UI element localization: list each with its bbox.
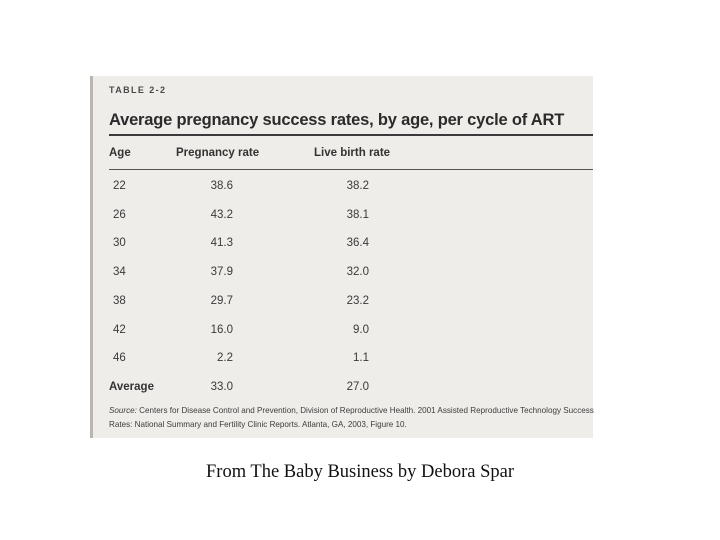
table-row <box>93 180 593 194</box>
age-cell: 38 <box>113 294 126 307</box>
pregnancy-rate-cell: 29.7 <box>210 294 233 307</box>
pregnancy-rate-cell: 2.2 <box>217 352 233 365</box>
pregnancy-rate-cell: 16.0 <box>210 323 233 336</box>
pregnancy-rate-cell: 37.9 <box>210 266 233 279</box>
age-cell: 22 <box>113 180 126 192</box>
average-label: Average <box>109 380 154 393</box>
table-label: TABLE 2-2 <box>109 85 167 95</box>
live-birth-rate-cell: 1.1 <box>353 352 369 365</box>
live-birth-rate-cell: 38.2 <box>346 180 369 192</box>
table-row <box>93 295 593 309</box>
column-header-pregnancy-rate: Pregnancy rate <box>176 147 260 159</box>
pregnancy-rate-cell: 38.6 <box>210 180 233 192</box>
live-birth-rate-cell: 9.0 <box>353 323 369 336</box>
table-row <box>93 352 593 366</box>
table-row <box>93 266 593 280</box>
age-cell: 42 <box>113 323 126 336</box>
age-cell: 46 <box>113 352 126 365</box>
age-cell: 26 <box>113 208 126 221</box>
source-note <box>109 404 595 431</box>
age-cell: 34 <box>113 266 126 279</box>
source-text: Centers for Disease Control and Prevention, Division of Reproductive Health. 2001 Assisted Reproductive Technology Success Rates: National Summary and Fertility Clinic Reports. Atlanta, GA, 2003, Figure 10. <box>109 406 594 429</box>
live-birth-rate-cell: 27.0 <box>346 380 369 393</box>
live-birth-rate-cell: 23.2 <box>346 294 369 307</box>
image-caption: From The Baby Business by Debora Spar <box>206 462 514 482</box>
table-row-average <box>93 381 593 395</box>
table-row <box>93 237 593 251</box>
top-rule <box>109 134 593 136</box>
column-header-live-birth-rate: Live birth rate <box>314 147 391 159</box>
live-birth-rate-cell: 32.0 <box>346 266 369 279</box>
scanned-table-image <box>90 76 593 438</box>
pregnancy-rate-cell: 41.3 <box>210 237 233 250</box>
pregnancy-rate-cell: 33.0 <box>210 380 233 393</box>
header-rule <box>109 169 593 170</box>
age-cell: 30 <box>113 237 126 250</box>
table-row <box>93 324 593 338</box>
table-title: Average pregnancy success rates, by age, per cycle of ART <box>109 111 565 129</box>
live-birth-rate-cell: 38.1 <box>346 208 369 221</box>
source-lead: Source: <box>109 406 137 415</box>
column-header-age: Age <box>109 147 131 159</box>
pregnancy-rate-cell: 43.2 <box>210 208 233 221</box>
live-birth-rate-cell: 36.4 <box>346 237 369 250</box>
table-row <box>93 209 593 223</box>
